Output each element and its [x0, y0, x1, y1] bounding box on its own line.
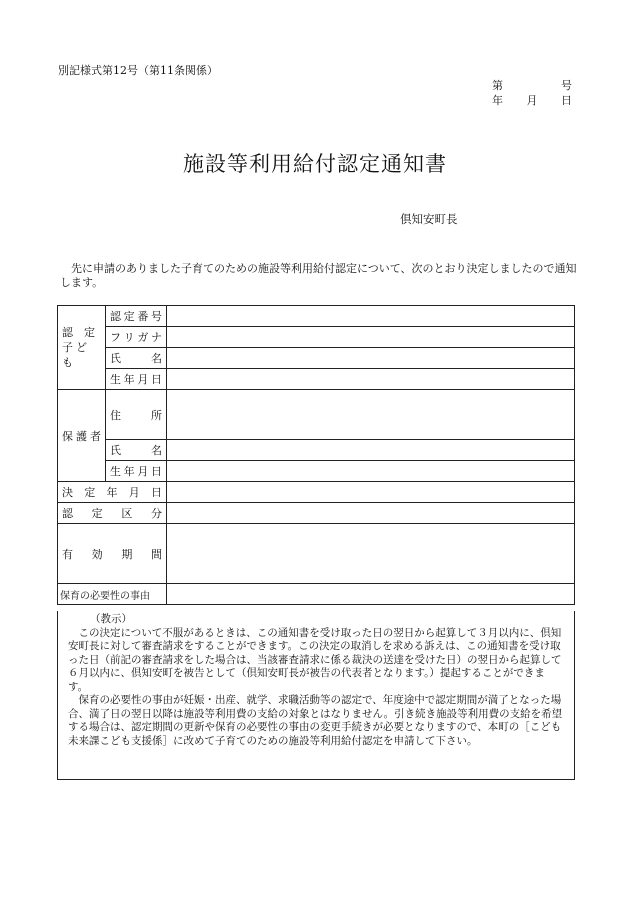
child-name-value[interactable]: [167, 348, 575, 369]
label-char: 日: [150, 465, 162, 478]
instructions-heading: （教示）: [90, 613, 132, 625]
label-char: 決: [62, 486, 73, 499]
document-number-date: [492, 78, 572, 108]
label-char: 有: [62, 547, 73, 561]
label-char: 認: [110, 310, 121, 323]
table-row: [58, 461, 575, 482]
guardian-name-label: [106, 440, 167, 461]
date-year-label: 年: [492, 94, 503, 107]
furigana-label: [106, 327, 167, 348]
label-char: 保: [62, 429, 73, 443]
intro-text: 先に申請のありました子育てのための施設等利用給付認定について、次のとおり決定しましたので通知します。: [60, 262, 577, 289]
spread-label: [110, 308, 162, 324]
guardian-name-value[interactable]: [167, 440, 575, 461]
label-char: 氏: [110, 444, 121, 457]
label-char: リ: [123, 331, 135, 344]
guardian-address-label: [106, 390, 167, 440]
label-char: 定: [84, 486, 96, 499]
table-row: [58, 348, 575, 369]
spread-label: [110, 350, 162, 366]
spread-label: [110, 371, 162, 387]
necessity-reason-label: 保育の必要性の事由: [58, 584, 167, 605]
child-name-label: [106, 348, 167, 369]
child-birth-label: [106, 369, 167, 390]
label-char: 生: [110, 373, 121, 386]
label-char: 氏: [110, 352, 121, 365]
label-char: 分: [150, 507, 162, 520]
label-char: 名: [151, 352, 162, 365]
spread-label: [62, 505, 162, 521]
guardian-birth-label: [106, 461, 167, 482]
table-row: [58, 482, 575, 503]
table-row: [58, 327, 575, 348]
label-char: 定: [91, 507, 103, 520]
label-char: 年: [123, 465, 135, 478]
table-row: [58, 503, 575, 524]
label-char: 間: [150, 547, 162, 561]
label-char: 効: [91, 547, 103, 561]
form-number: 別記様式第12号（第11条関係）: [58, 64, 218, 77]
table-row: [58, 306, 575, 327]
label-char: 日: [151, 486, 162, 499]
cert-category-value[interactable]: [167, 503, 575, 524]
furigana-value[interactable]: [167, 327, 575, 348]
child-birth-value[interactable]: [167, 369, 575, 390]
instructions-paragraph-2: 保育の必要性の事由が妊娠・出産、就学、求職活動等の認定で、年度途中で認定期間が満了となった場合、満了日の翌日以降は施設等利用費の支給の対象とはなりません。引き続き施設等利用費の支給を希望する場合は、認定期間の更新や保育の必要性の事由の変更手続きが必要となりますので、本町の［こども未来課こども支援係］に改めて子育てのための施設等利用給付認定を申請して下さい。: [68, 694, 563, 747]
document-number-line: [492, 78, 572, 93]
doc-no-suffix: 号: [561, 79, 572, 92]
spread-label: [62, 484, 162, 500]
table-row: [58, 440, 575, 461]
label-char: 年: [106, 486, 118, 499]
label-char: ガ: [137, 331, 149, 344]
label-char: 認: [62, 507, 73, 520]
decision-date-value[interactable]: [167, 482, 575, 503]
valid-period-value[interactable]: [167, 524, 575, 584]
spread-label: [110, 442, 162, 458]
label-char: 月: [137, 465, 149, 478]
label-char: 月: [128, 486, 140, 499]
child-group-line1: 認 定: [62, 326, 95, 339]
guardian-birth-value[interactable]: [167, 461, 575, 482]
table-row: [58, 390, 575, 440]
doc-no-prefix: 第: [492, 79, 503, 92]
label-char: 日: [150, 373, 162, 386]
guardian-group-label: [58, 390, 106, 482]
instructions-box: [57, 611, 575, 780]
label-char: 生: [110, 465, 121, 478]
issuer: 倶知安町長: [400, 212, 458, 226]
label-char: 護: [76, 429, 87, 443]
instructions-paragraph-1: この決定について不服があるときは、この通知書を受け取った日の翌日から起算して３月以内に、倶知安町長に対して審査請求をすることができます。この決定の取消しを求める訴えは、この通知書を受け取った日（前記の審査請求をした場合は、当該審査請求に係る裁決の送達を受けた日）の翌日から起算して６月以内に、倶知安町を被告として（倶知安町長が被告の代表者となります。）提起することができます。: [68, 626, 562, 693]
label-char: 区: [121, 507, 133, 520]
cert-no-value[interactable]: [167, 306, 575, 327]
label-char: 番: [137, 310, 149, 323]
spread-label: [62, 546, 162, 562]
date-month-label: 月: [526, 94, 538, 107]
label-char: 定: [123, 310, 135, 323]
child-group-line2: 子ども: [62, 341, 90, 369]
date-day-label: 日: [561, 94, 572, 107]
guardian-address-value[interactable]: [167, 390, 575, 440]
necessity-reason-value[interactable]: [167, 584, 575, 605]
spread-label: [110, 329, 162, 345]
table-row: [58, 369, 575, 390]
label-char: 号: [150, 310, 162, 323]
cert-category-label: [58, 503, 167, 524]
label-char: 所: [151, 408, 162, 422]
spread-label: [62, 428, 101, 444]
cert-no-label: [106, 306, 167, 327]
spread-label: [110, 463, 162, 479]
label-char: ナ: [150, 331, 162, 344]
label-char: 年: [123, 373, 135, 386]
table-row: [58, 584, 575, 605]
label-char: フ: [110, 331, 121, 344]
spread-label: [110, 407, 162, 423]
decision-date-label: [58, 482, 167, 503]
label-char: 名: [151, 444, 162, 457]
certification-table: [57, 305, 575, 605]
label-char: 者: [90, 429, 101, 443]
document-title: 施設等利用給付認定通知書: [183, 152, 447, 176]
date-line: [492, 93, 572, 108]
table-row: [58, 524, 575, 584]
label-char: 月: [137, 373, 149, 386]
label-char: 住: [110, 408, 121, 422]
child-group-label: [58, 306, 106, 390]
valid-period-label: [58, 524, 167, 584]
label-char: 期: [121, 547, 133, 561]
